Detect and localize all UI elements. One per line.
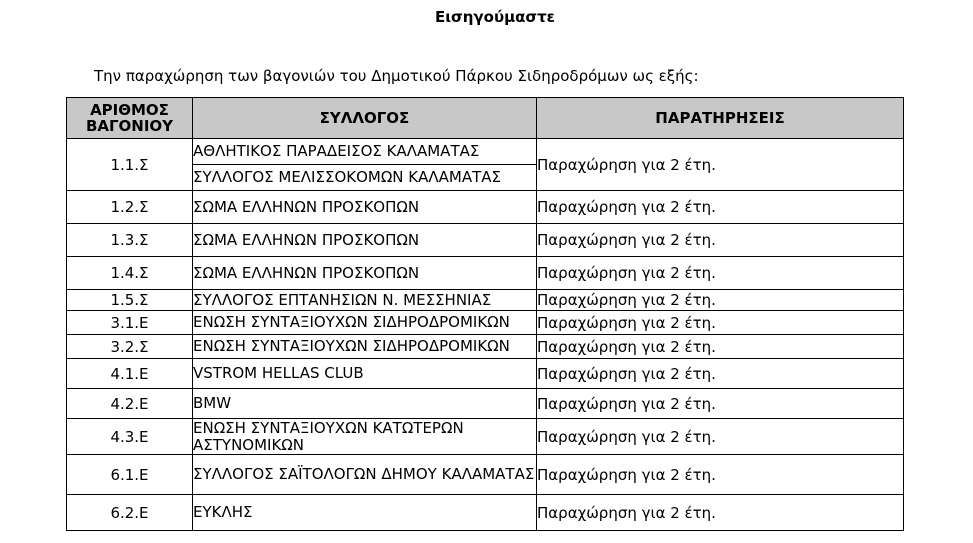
club-name: ΣΥΛΛΟΓΟΣ ΜΕΛΙΣΣΟΚΟΜΩΝ ΚΑΛΑΜΑΤΑΣ — [193, 165, 537, 191]
club-name: ΣΩΜΑ ΕΛΛΗΝΩΝ ΠΡΟΣΚΟΠΩΝ — [193, 257, 537, 290]
remark: Παραχώρηση για 2 έτη. — [537, 455, 904, 495]
wagon-number: 6.1.Ε — [67, 455, 193, 495]
remark: Παραχώρηση για 2 έτη. — [537, 139, 904, 191]
table-row — [67, 257, 904, 290]
wagon-number: 3.2.Σ — [67, 335, 193, 359]
table-row — [67, 495, 904, 531]
wagon-number: 1.5.Σ — [67, 290, 193, 311]
club-name: BMW — [193, 389, 537, 419]
remark: Παραχώρηση για 2 έτη. — [537, 335, 904, 359]
table-row — [67, 389, 904, 419]
wagon-number: 4.1.Ε — [67, 359, 193, 389]
table-row — [67, 359, 904, 389]
wagon-number: 1.4.Σ — [67, 257, 193, 290]
header-remarks: ΠΑΡΑΤΗΡΗΣΕΙΣ — [537, 98, 904, 139]
club-name: VSTROM HELLAS CLUB — [193, 359, 537, 389]
remark: Παραχώρηση για 2 έτη. — [537, 290, 904, 311]
club-name: ΣΩΜΑ ΕΛΛΗΝΩΝ ΠΡΟΣΚΟΠΩΝ — [193, 191, 537, 224]
club-name: ΣΥΛΛΟΓΟΣ ΕΠΤΑΝΗΣΙΩΝ Ν. ΜΕΣΣΗΝΙΑΣ — [193, 290, 537, 311]
table-row — [67, 419, 904, 455]
club-name: ΕΝΩΣΗ ΣΥΝΤΑΞΙΟΥΧΩΝ ΚΑΤΩΤΕΡΩΝ ΑΣΤΥΝΟΜΙΚΩΝ — [193, 419, 537, 455]
club-name: ΕΝΩΣΗ ΣΥΝΤΑΞΙΟΥΧΩΝ ΣΙΔΗΡΟΔΡΟΜΙΚΩΝ — [193, 335, 537, 359]
club-name: ΣΥΛΛΟΓΟΣ ΣΑΪΤΟΛΟΓΩΝ ΔΗΜΟΥ ΚΑΛΑΜΑΤΑΣ — [193, 455, 537, 495]
remark: Παραχώρηση για 2 έτη. — [537, 257, 904, 290]
wagon-allocation-table — [66, 97, 904, 531]
table-row — [67, 311, 904, 335]
header-club: ΣΥΛΛΟΓΟΣ — [193, 98, 537, 139]
remark: Παραχώρηση για 2 έτη. — [537, 311, 904, 335]
club-name: ΑΘΛΗΤΙΚΟΣ ΠΑΡΑΔΕΙΣΟΣ ΚΑΛΑΜΑΤΑΣ — [193, 139, 537, 165]
table-header-row — [67, 98, 904, 139]
remark: Παραχώρηση για 2 έτη. — [537, 224, 904, 257]
table-row — [67, 335, 904, 359]
club-name: ΣΩΜΑ ΕΛΛΗΝΩΝ ΠΡΟΣΚΟΠΩΝ — [193, 224, 537, 257]
table-row — [67, 224, 904, 257]
remark: Παραχώρηση για 2 έτη. — [537, 419, 904, 455]
remark: Παραχώρηση για 2 έτη. — [537, 389, 904, 419]
header-wagon-number: ΑΡΙΘΜΟΣ ΒΑΓΟΝΙΟΥ — [67, 98, 193, 139]
wagon-number: 6.2.Ε — [67, 495, 193, 531]
club-name: ΕΝΩΣΗ ΣΥΝΤΑΞΙΟΥΧΩΝ ΣΙΔΗΡΟΔΡΟΜΙΚΩΝ — [193, 311, 537, 335]
wagon-number: 1.2.Σ — [67, 191, 193, 224]
wagon-number: 1.1.Σ — [67, 139, 193, 191]
wagon-number: 3.1.Ε — [67, 311, 193, 335]
wagon-number: 4.3.Ε — [67, 419, 193, 455]
remark: Παραχώρηση για 2 έτη. — [537, 495, 904, 531]
table-row — [67, 139, 904, 165]
table-row — [67, 191, 904, 224]
wagon-number: 4.2.Ε — [67, 389, 193, 419]
remark: Παραχώρηση για 2 έτη. — [537, 359, 904, 389]
remark: Παραχώρηση για 2 έτη. — [537, 191, 904, 224]
document-heading: Εισηγούμαστε — [434, 8, 556, 26]
intro-text: Την παραχώρηση των βαγονιών του Δημοτικού Πάρκου Σιδηροδρόμων ως εξής: — [94, 67, 699, 85]
club-name: ΕΥΚΛΗΣ — [193, 495, 537, 531]
table-row — [67, 455, 904, 495]
table-row — [67, 290, 904, 311]
wagon-number: 1.3.Σ — [67, 224, 193, 257]
